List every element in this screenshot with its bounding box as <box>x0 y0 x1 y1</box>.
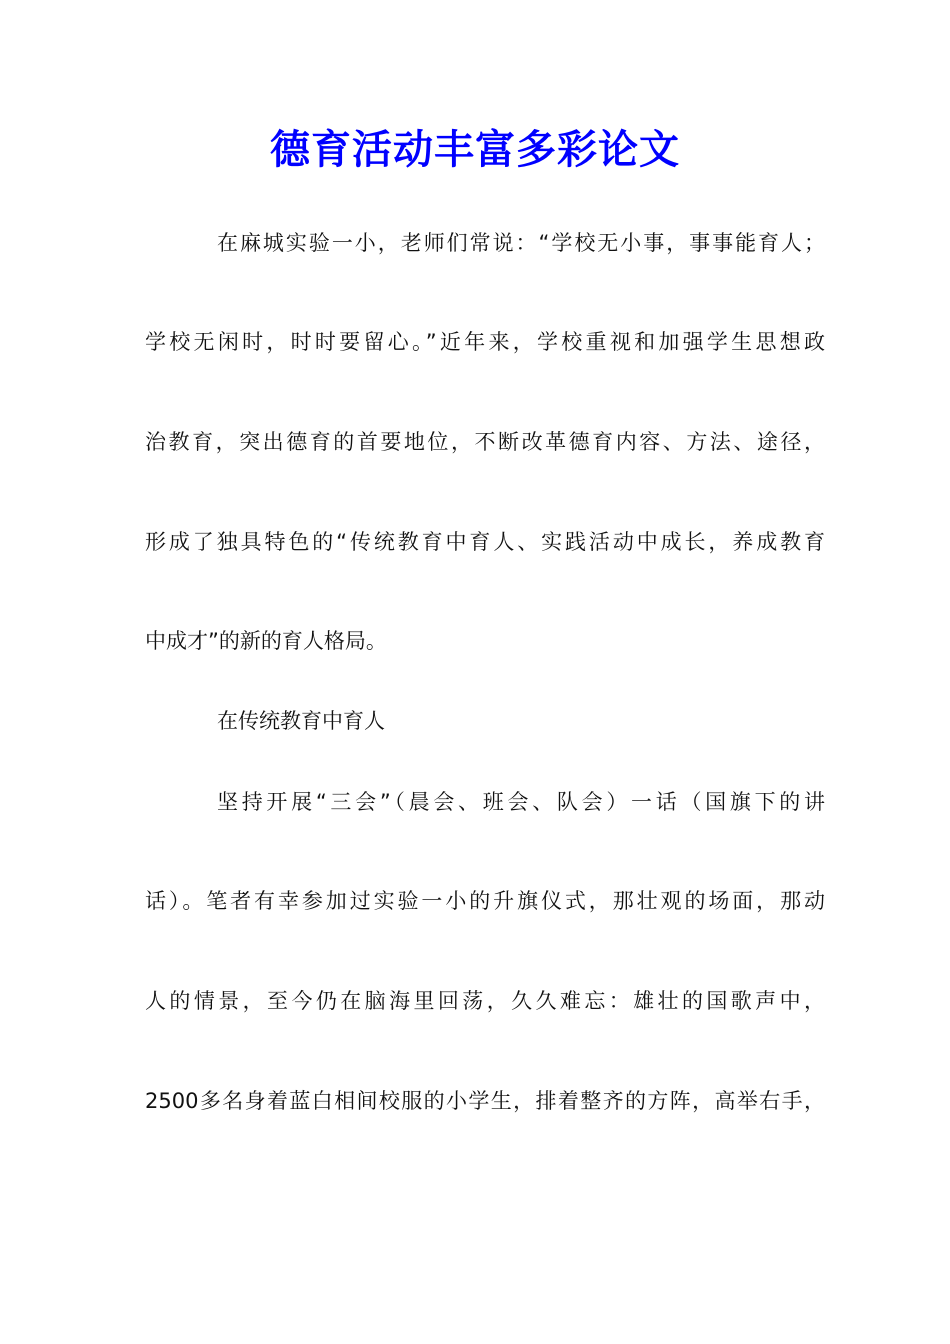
paragraph-line: 学校无闲时，时时要留心。”近年来，学校重视和加强学生思想政 <box>145 330 825 354</box>
paragraph-line: 形成了独具特色的“传统教育中育人、实践活动中成长，养成教育 <box>145 530 825 554</box>
paragraph-line: 人的情景，至今仍在脑海里回荡，久久难忘：雄壮的国歌声中， <box>145 989 825 1013</box>
paragraph-line: 话）。笔者有幸参加过实验一小的升旗仪式，那壮观的场面，那动 <box>145 889 825 913</box>
document-title: 德育活动丰富多彩论文 <box>270 126 680 173</box>
section-heading: 在传统教育中育人 <box>217 709 385 733</box>
paragraph-line: 中成才”的新的育人格局。 <box>145 629 387 653</box>
paragraph-line: 2500多名身着蓝白相间校服的小学生，排着整齐的方阵，高举右手， <box>145 1089 825 1113</box>
paragraph-line: 在麻城实验一小，老师们常说：“学校无小事，事事能育人； <box>217 231 825 255</box>
paragraph-line: 治教育，突出德育的首要地位，不断改革德育内容、方法、途径， <box>145 430 825 454</box>
paragraph-line: 坚持开展“三会”（晨会、班会、队会）一话（国旗下的讲 <box>217 790 825 814</box>
